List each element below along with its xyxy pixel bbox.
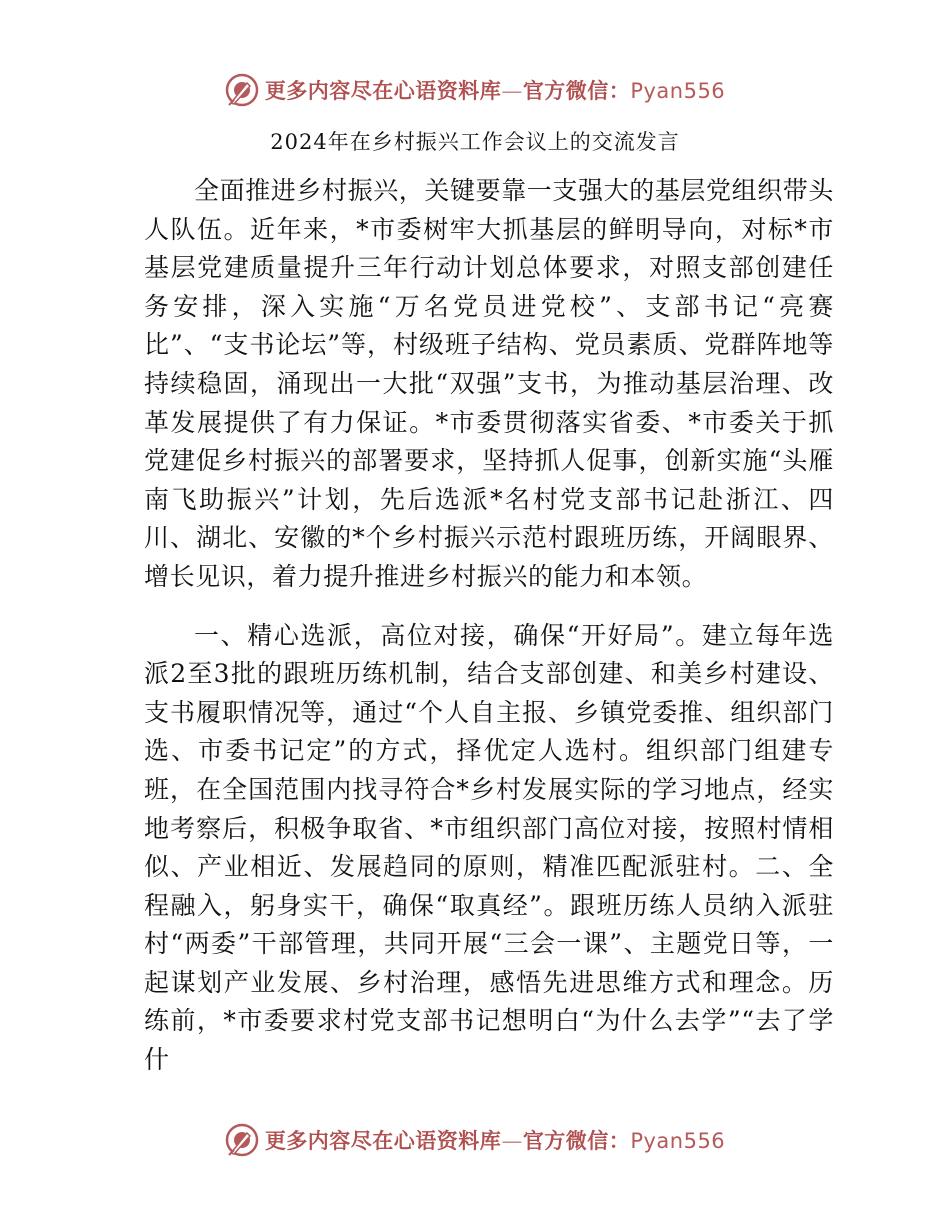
watermark-wechat-id: Pyan556 [630, 79, 726, 103]
watermark-text [265, 75, 725, 105]
footer-watermark-banner [0, 1120, 950, 1160]
watermark-dash: — [501, 79, 523, 103]
body-paragraph-1: 全面推进乡村振兴，关键要靠一支强大的基层党组织带头人队伍。近年来，*市委树牢大抓基层的鲜明导向，对标*市基层党建质量提升三年行动计划总体要求，对照支部创建任务安排，深入实施“万名党员进党校”、支部书记“亮赛比”、“支书论坛”等，村级班子结构、党员素质、党群阵地等持续稳固，涌现出一大批“双强”支书，为推动基层治理、改革发展提供了有力保证。*市委贯彻落实省委、*市委关于抓党建促乡村振兴的部署要求，坚持抓人促事，创新实施“头雁南飞助振兴”计划，先后选派*名村党支部书记赴浙江、四川、湖北、安徽的*个乡村振兴示范村跟班历练，开阔眼界、增长见识，着力提升推进乡村振兴的能力和本领。 [144, 176, 835, 591]
watermark-wechat-label: 官方微信： [522, 79, 631, 103]
quill-seal-logo-icon [225, 1123, 259, 1157]
watermark-site-text: 更多内容尽在心语资料库 [264, 1129, 502, 1153]
watermark-site-text: 更多内容尽在心语资料库 [264, 79, 502, 103]
header-watermark-banner [0, 70, 950, 110]
document-body [144, 172, 834, 1080]
quill-seal-logo-icon [225, 73, 259, 107]
watermark-wechat-label: 官方微信： [522, 1129, 631, 1153]
watermark-dash: — [501, 1129, 523, 1153]
body-paragraph-2: 一、精心选派，高位对接，确保“开好局”。建立每年选派2至3批的跟班历练机制，结合支部创建、和美乡村建设、支书履职情况等，通过“个人自主报、乡镇党委推、组织部门选、市委书记定”的方式，择优定人选村。组织部门组建专班，在全国范围内找寻符合*乡村发展实际的学习地点，经实地考察后，积极争取省、*市组织部门高位对接，按照村情相似、产业相近、发展趋同的原则，精准匹配派驻村。二、全程融入，躬身实干，确保“取真经”。跟班历练人员纳入派驻村“两委”干部管理，共同开展“三会一课”、主题党日等，一起谋划产业发展、乡村治理，感悟先进思维方式和理念。历练前，*市委要求村党支部书记想明白“为什么去学”“去了学什 [144, 620, 834, 1075]
watermark-wechat-id: Pyan556 [630, 1129, 726, 1153]
watermark-text [265, 1125, 725, 1155]
document-title: 2024年在乡村振兴工作会议上的交流发言 [270, 130, 680, 154]
